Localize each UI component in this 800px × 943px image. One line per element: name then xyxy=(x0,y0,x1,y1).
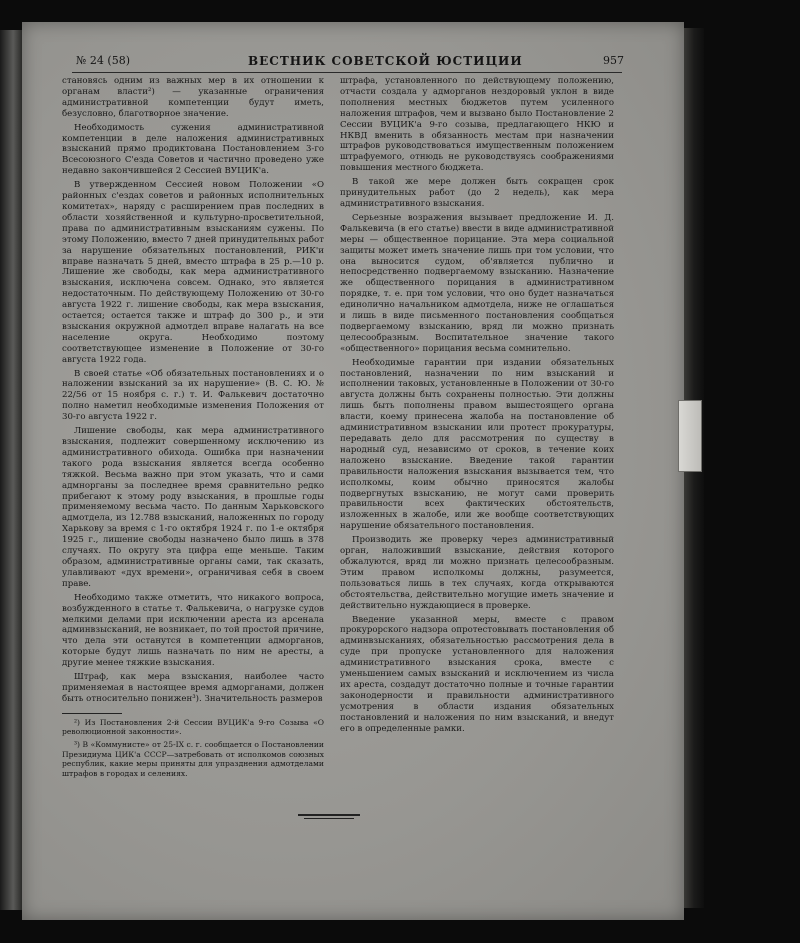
footnote: ²) Из Постановления 2-й Сессии ВУЦИК'а 9-го Созыва «О революционной законности». xyxy=(62,717,324,737)
paragraph: Серьезные возражения вызывает предложение И. Д. Фалькевича (в его статье) ввести в виде административной меры — общественное порицание. Эта мера социальной защиты может иметь значение лишь при том условии, что она выносится судом, об'является публично и непосредственно подвергаемому взысканию. Назначение же общественного порицания в административном порядке, т. е. при том условии, что оно будет назначаться единолично начальником адмотдела, ниже не оглашаться и лишь в виде письменного постановления сообщаться подвергаемому взысканию, вряд ли можно признать целесообразным. Воспитательное значение такого «общественного» порицания весьма сомнительно. xyxy=(340,212,614,354)
issue-number: № 24 (58) xyxy=(76,54,130,67)
paragraph: Необходимость сужения административной компетенции в деле наложения административных взысканий прямо продиктована Постановлением 3-го Всесоюзного С'езда Советов и частично проведено уже недавно закончившейся 2 Сессией ВУЦИК'а. xyxy=(62,122,324,177)
paragraph: В утвержденном Сессией новом Положении «О районных с'ездах советов и районных исполнительных комитетах», наряду с расширением прав последних в области хозяйственной и культурно-просветительной, права по административным взысканиям сужены. По этому Положению, вместо 7 дней принудительных работ за нарушение обязательных постановлений, РИК'и вправе назначать 5 дней, вместо штрафа в 25 р.—10 р. Лишение же свободы, как мера административного взыскания, исключена совсем. Однако, это является недостаточным. По действующему Положению от 30-го августа 1922 г. лишение свободы, как мера взыскания, остается; остается также и штраф до 300 р., и эти взыскания окружной адмотдел вправе налагать на все население округа. Необходимо поэтому соответствующее изменение в Положение от 30-го августа 1922 года. xyxy=(62,180,324,365)
page-number: 957 xyxy=(603,54,624,67)
paragraph: В такой же мере должен быть сокращен срок принудительных работ (до 2 недель), как мера административного взыскания. xyxy=(340,177,614,209)
end-of-article-rule-secondary xyxy=(304,818,354,819)
end-of-article-rule xyxy=(298,814,360,816)
paragraph: штрафа, установленного по действующему положению, отчасти создала у адморганов нездоровый уклон в виде пополнения местных бюджетов путем усиленного наложения штрафов, чем и вызвано было Постановление 2 Сессии ВУЦИК'а 9-го созыва, предлагающего НКЮ и НКВД вменить в обязанность местам при назначении штрафов руководствоваться имущественным положением штрафуемого, отнюдь не руководствуясь соображениями повышения местного бюджета. xyxy=(340,76,614,174)
header-rule xyxy=(72,72,622,73)
paragraph: В своей статье «Об обязательных постановлениях и о наложении взысканий за их нарушение» (В. С. Ю. № 22/56 от 15 ноября с. г.) т. И. Фалькевич достаточно полно наметил необходимые изменения Положения от 30-го августа 1922 г. xyxy=(62,368,324,423)
paragraph: Необходимо также отметить, что никакого вопроса, возбужденного в статье т. Фалькевича, о нагрузке судов мелкими делами при исключении ареста из арсенала админвзысканий, не возникает, по той простой причине, что дела эти останутся в компетенции адморганов, которые будут лишь назначать по ним не аресты, а другие менее тяжкие взыскания. xyxy=(62,592,324,669)
paragraph: Производить же проверку через административный орган, наложивший взыскание, действия которого обжалуются, вряд ли можно признать целесообразным. Этим правом исполкомы должны, разумеется, пользоваться лишь в тех случаях, когда открываются обстоятельства, действительно могущие иметь значение и действительно нуждающиеся в проверке. xyxy=(340,535,614,611)
left-page-edge xyxy=(0,30,22,910)
left-column xyxy=(62,76,324,781)
paragraph: Штраф, как мера взыскания, наиболее часто применяемая в настоящее время адморганами, должен быть относительно понижен³). Значительность размеров xyxy=(62,672,324,704)
journal-title: ВЕСТНИК СОВЕТСКОЙ ЮСТИЦИИ xyxy=(248,54,523,68)
running-header xyxy=(52,50,624,72)
paragraph: Введение указанной меры, вместе с правом прокурорского надзора опротестовывать постановления об админвзысканиях, обязательностью рассмотрения дела в суде при пропуске установленного для наложения административного взыскания срока, вместе с уменьшением самых взысканий и исключением из числа их ареста, создадут достаточно полные и точные гарантии законодерности и правильности административного усмотрения в области издания обязательных постановлений и наложения по ним взысканий, и внедут его в определенные рамки. xyxy=(340,614,614,734)
paragraph: становясь одним из важных мер в их отношении к органам власти²) — указанные ограничения административной компетенции будут иметь, безусловно, благотворное значение. xyxy=(62,76,324,119)
paragraph: Лишение свободы, как мера административного взыскания, подлежит совершенному исключению из административного обихода. Ошибка при назначении такого рода взыскания является всегда особенно тяжкой. Весьма важно при этом указать, что и сами адмнорганы за последнее время сравнительно редко прибегают к этому роду взыскания, в прошлые годы применяемому весьма часто. По данным Харьковского адмотдела, из 12.788 взысканий, наложенных по городу Харькову за время с 1-го октября 1924 г. по 1-е октября 1925 г., лишение свободы назначено было лишь в 378 случаях. По округу эта цифра еще меньше. Таким образом, административные органы сами, так сказать, улавливают «дух времени», ограничивая себя в своем праве. xyxy=(62,426,324,589)
footnote-rule xyxy=(62,713,122,714)
paper-clip-tab xyxy=(678,400,702,472)
paragraph: Необходимые гарантии при издании обязательных постановлений, назначении по ним взысканий и исполнении таковых, установленные в Положении от 30-го августа должны быть сохранены полностью. Эти должны лишь быть пополнены правом вышестоящего органа власти, коему принесена жалоба на постановление об административном взыскании или протест прокуратуры, передавать дело для рассмотрения по существу в народный суд, независимо от сроков, в течение коих наложено взыскание. Введение такой гарантии правильности наложения взыскания вызывается тем, что исполкомы, коим обычно приносятся жалобы подвергнутых взысканию, не могут сами проверить правильности всех фактических обстоятельств, изложенных в жалобе, или же вообще соответствующих нарушение обязательного постановления. xyxy=(340,357,614,532)
right-column xyxy=(340,76,614,737)
footnote: ³) В «Коммунисте» от 25-IX с. г. сообщается о Постановлении Президиума ЦИК'а СССР—затребовать от исполкомов союзных республик, какие меры приняты для упразднения адмотделами штрафов в городах и селениях. xyxy=(62,739,324,778)
